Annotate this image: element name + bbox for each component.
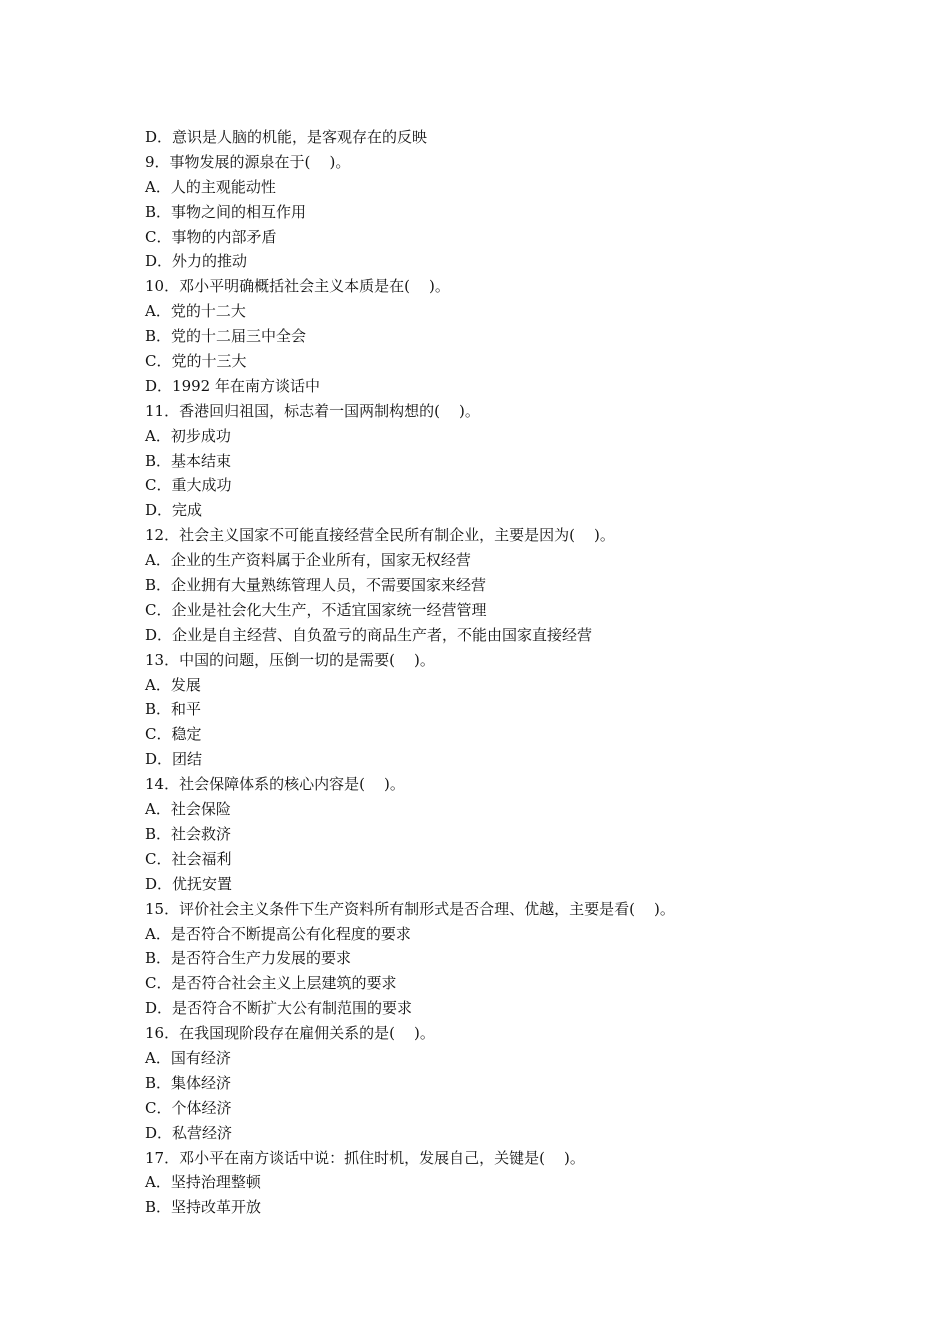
option-line: D．意识是人脑的机能，是客观存在的反映 [145, 128, 428, 146]
question-line: 13．中国的问题，压倒一切的是需要( )。 [145, 650, 435, 669]
option-line: A．初步成功 [145, 426, 231, 445]
option-line: B．坚持改革开放 [145, 1198, 262, 1217]
option-line: C．党的十三大 [145, 352, 247, 371]
option-line: A．是否符合不断提高公有化程度的要求 [145, 924, 411, 943]
option-line: B．社会救济 [145, 824, 232, 843]
option-line: C．是否符合社会主义上层建筑的要求 [145, 974, 397, 993]
option-line: A．社会保险 [145, 800, 231, 819]
option-line: D．1992 年在南方谈话中 [145, 376, 320, 395]
option-line: C．事物的内部矛盾 [145, 227, 277, 246]
option-line: B．党的十二届三中全会 [145, 327, 307, 346]
option-line: D．团结 [145, 750, 203, 769]
question-line: 10．邓小平明确概括社会主义本质是在( )。 [145, 277, 450, 296]
option-line: A．人的主观能动性 [145, 177, 276, 196]
option-line: B．和平 [145, 700, 202, 719]
option-line: D．是否符合不断扩大公有制范围的要求 [145, 999, 413, 1018]
option-line: A．企业的生产资料属于企业所有，国家无权经营 [145, 551, 471, 570]
option-line: D．企业是自主经营、自负盈亏的商品生产者，不能由国家直接经营 [145, 625, 593, 644]
option-line: B．基本结束 [145, 451, 232, 470]
option-line: C．社会福利 [145, 849, 232, 868]
question-line: 14．社会保障体系的核心内容是( )。 [145, 775, 405, 794]
question-line: 9．事物发展的源泉在于( )。 [145, 152, 351, 171]
question-line: 15．评价社会主义条件下生产资料所有制形式是否合理、优越，主要是看( )。 [145, 899, 675, 918]
question-list [145, 125, 845, 1220]
question-line: 16．在我国现阶段存在雇佣关系的是( )。 [145, 1024, 435, 1043]
option-line: C．重大成功 [145, 476, 232, 495]
option-line: D．外力的推动 [145, 252, 248, 271]
option-line: A．坚持治理整顿 [145, 1173, 261, 1192]
question-line: 11．香港回归祖国，标志着一国两制构想的( )。 [145, 401, 480, 420]
option-line: A．国有经济 [145, 1048, 231, 1067]
option-line: A．党的十二大 [145, 302, 246, 321]
option-line: C．稳定 [145, 725, 202, 744]
option-line: B．企业拥有大量熟练管理人员，不需要国家来经营 [145, 576, 487, 595]
option-line: B．是否符合生产力发展的要求 [145, 949, 352, 968]
option-line: D．私营经济 [145, 1123, 233, 1142]
option-line: D．完成 [145, 501, 203, 520]
option-line: A．发展 [145, 675, 201, 694]
option-line: C．个体经济 [145, 1098, 232, 1117]
option-line: C．企业是社会化大生产，不适宜国家统一经营管理 [145, 600, 487, 619]
option-line: D．优抚安置 [145, 874, 233, 893]
option-line: B．集体经济 [145, 1073, 232, 1092]
question-line: 17．邓小平在南方谈话中说：抓住时机，发展自己，关键是( )。 [145, 1148, 585, 1167]
question-line: 12．社会主义国家不可能直接经营全民所有制企业，主要是因为( )。 [145, 526, 615, 545]
option-line: B．事物之间的相互作用 [145, 202, 307, 221]
